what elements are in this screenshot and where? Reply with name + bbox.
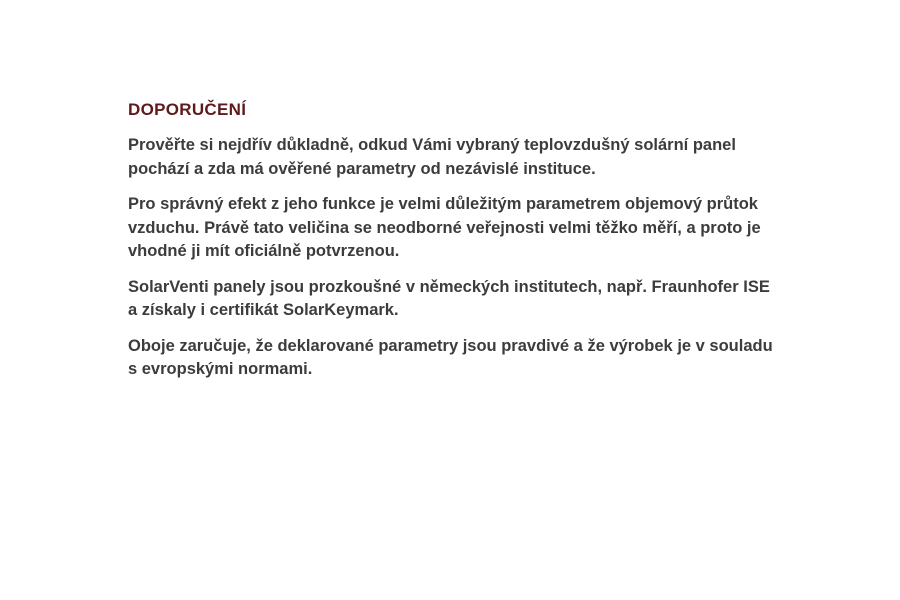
text-line: s evropskými normami. (128, 360, 313, 378)
text-line: Oboje zaručuje, že deklarované parametry jsou pravdivé a že výrobek je v souladu (128, 336, 773, 355)
section-heading: DOPORUČENÍ (128, 100, 247, 119)
text-line: a získaly i certifikát SolarKeymark. (128, 301, 399, 319)
text-line: Prověřte si nejdřív důkladně, odkud Vámi vybraný teplovzdušný solární panel (128, 136, 736, 154)
text-line: Pro správný efekt z jeho funkce je velmi důležitým parametrem objemový průtok (128, 195, 758, 213)
paragraph-verify-origin (128, 134, 808, 181)
paragraph-air-flow (128, 193, 808, 264)
paragraph-certification (128, 276, 808, 323)
text-line: pochází a zda má ověřené parametry od nezávislé instituce. (128, 159, 596, 178)
text-line: vhodné ji mít oficiálně potvrzenou. (128, 242, 400, 260)
recommendation-section (128, 100, 808, 394)
text-line: SolarVenti panely jsou prozkoušné v německých institutech, např. Fraunhofer ISE (128, 277, 770, 296)
text-line: vzduchu. Právě tato veličina se neodborné veřejnosti velmi těžko měří, a proto je (128, 218, 761, 237)
paragraph-compliance (128, 335, 808, 382)
